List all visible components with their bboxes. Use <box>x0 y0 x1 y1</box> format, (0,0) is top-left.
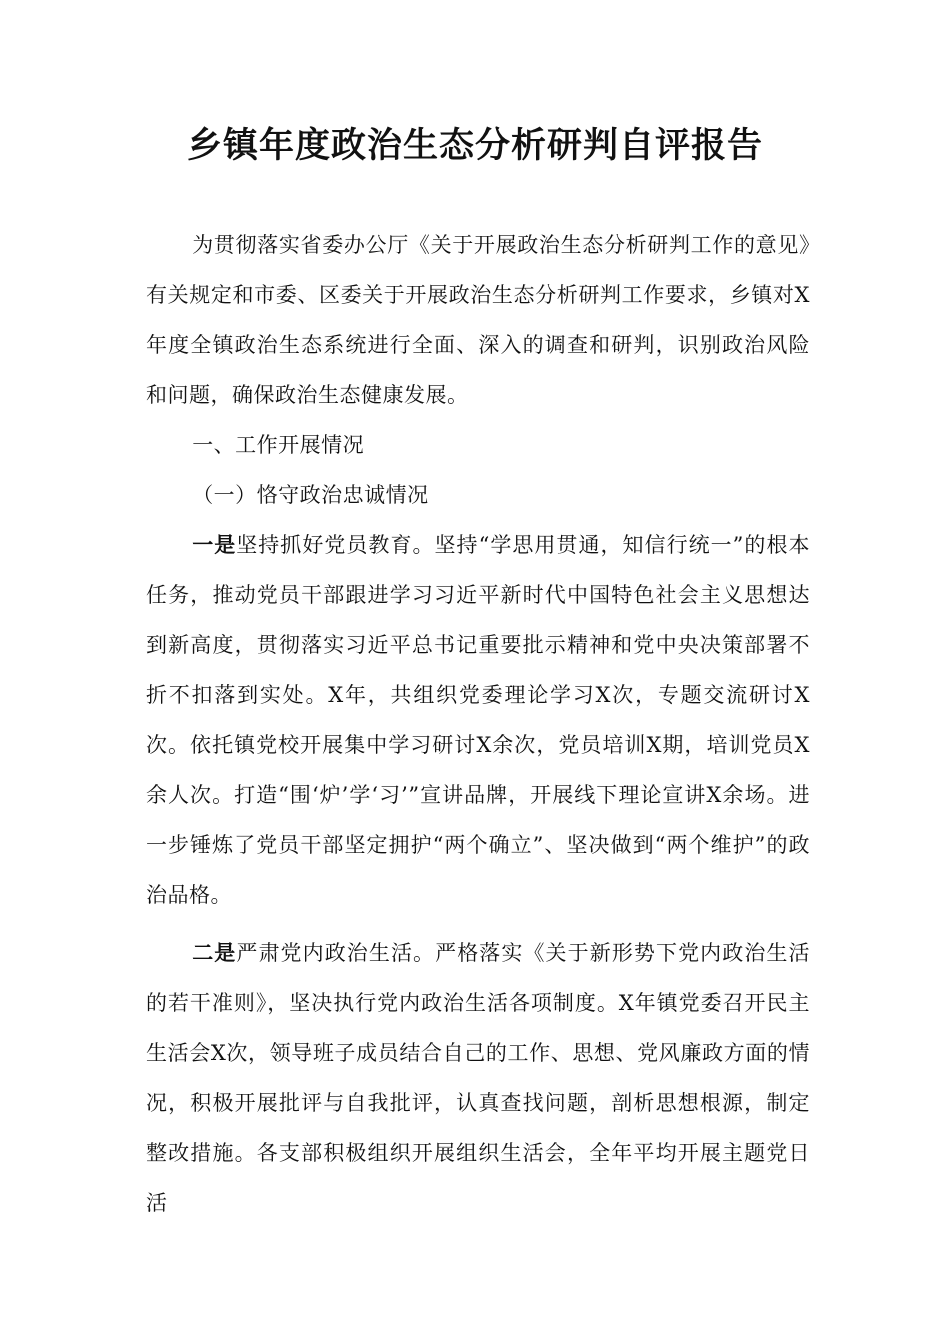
point-one-paragraph <box>146 520 810 920</box>
point-one-lead: 一是 <box>192 533 237 557</box>
section-heading-work-progress: 一、工作开展情况 <box>192 433 365 457</box>
document-title: 乡镇年度政治生态分析研判自评报告 <box>186 125 763 166</box>
intro-paragraph: 为贯彻落实省委办公厅《关于开展政治生态分析研判工作的意见》有关规定和市委、区委关于开展政治生态分析研判工作要求，乡镇对X年度全镇政治生态系统进行全面、深入的调查和研判，识别政治风险和问题，确保政治生态健康发展。 <box>146 233 810 407</box>
point-one-text: 坚持抓好党员教育。坚持“学思用贯通，知信行统一”的根本任务，推动党员干部跟进学习习近平新时代中国特色社会主义思想达到新高度，贯彻落实习近平总书记重要批示精神和党中央决策部署不折不扣落到实处。X年，共组织党委理论学习X次，专题交流研讨X次。依托镇党校开展集中学习研讨X余次，党员培训X期，培训党员X余人次。打造“围‘炉’学‘习’”宣讲品牌，开展线下理论宣讲X余场。进一步锤炼了党员干部坚定拥护“两个确立”、坚决做到“两个维护”的政治品格。 <box>146 533 810 907</box>
point-two-paragraph <box>146 928 810 1228</box>
subsection-heading-political-loyalty: （一）恪守政治忠诚情况 <box>192 483 429 507</box>
point-two-lead: 二是 <box>192 941 237 965</box>
point-two-text: 严肃党内政治生活。严格落实《关于新形势下党内政治生活的若干准则》，坚决执行党内政治生活各项制度。X年镇党委召开民主生活会X次，领导班子成员结合自己的工作、思想、党风廉政方面的情况，积极开展批评与自我批评，认真查找问题，剖析思想根源，制定整改措施。各支部积极组织开展组织生活会，全年平均开展主题党日活 <box>146 941 810 1215</box>
document-body <box>146 220 810 1228</box>
